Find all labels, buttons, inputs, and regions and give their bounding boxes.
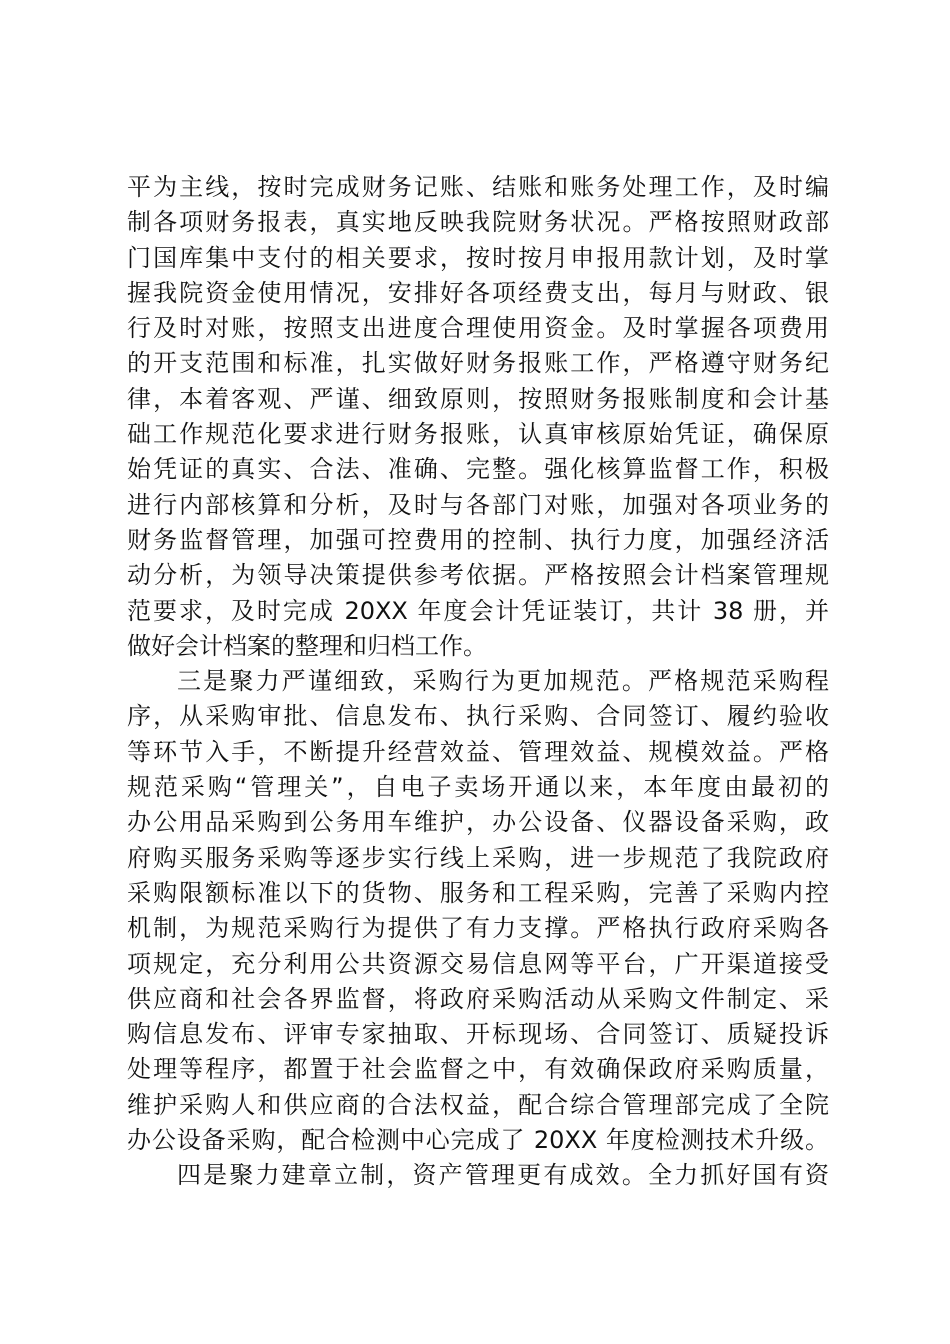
text-line: 项规定，充分利用公共资源交易信息网等平台，广开渠道接受 <box>127 949 829 978</box>
text-line: 握我院资金使用情况，安排好各项经费支出，每月与财政、银 <box>127 278 829 307</box>
text-line: 供应商和社会各界监督，将政府采购活动从采购文件制定、采 <box>127 984 829 1013</box>
text-line: 府购买服务采购等逐步实行线上采购，进一步规范了我院政府 <box>127 843 829 872</box>
text-line: 础工作规范化要求进行财务报账，认真审核原始凭证，确保原 <box>127 420 829 449</box>
text-line: 购信息发布、评审专家抽取、开标现场、合同签订、质疑投诉 <box>127 1020 829 1049</box>
text-line: 门国库集中支付的相关要求，按时按月申报用款计划，及时掌 <box>127 243 829 272</box>
text-line: 始凭证的真实、合法、准确、完整。强化核算监督工作，积极 <box>127 455 829 484</box>
text-line: 序，从采购审批、信息发布、执行采购、合同签订、履约验收 <box>127 702 829 731</box>
text-line: 动分析，为领导决策提供参考依据。严格按照会计档案管理规 <box>127 561 829 590</box>
paragraph-first-line: 四是聚力建章立制，资产管理更有成效。全力抓好国有资 <box>177 1161 829 1190</box>
text-line: 进行内部核算和分析，及时与各部门对账，加强对各项业务的 <box>127 490 829 519</box>
text-line: 维护采购人和供应商的合法权益，配合综合管理部完成了全院 <box>127 1090 829 1119</box>
paragraph-first-line: 三是聚力严谨细致，采购行为更加规范。严格规范采购程 <box>177 667 829 696</box>
text-line: 平为主线，按时完成财务记账、结账和账务处理工作，及时编 <box>127 173 829 201</box>
text-line: 采购限额标准以下的货物、服务和工程采购，完善了采购内控 <box>127 878 829 907</box>
text-line: 制各项财务报表，真实地反映我院财务状况。严格按照财政部 <box>127 208 829 237</box>
text-line: 等环节入手，不断提升经营效益、管理效益、规模效益。严格 <box>127 737 829 766</box>
text-line: 规范采购“管理关”，自电子卖场开通以来，本年度由最初的 <box>127 773 829 802</box>
text-line: 办公用品采购到公务用车维护，办公设备、仪器设备采购，政 <box>127 808 829 837</box>
text-line: 范要求，及时完成 20XX 年度会计凭证装订，共计 38 册，并 <box>127 596 829 625</box>
text-line: 处理等程序，都置于社会监督之中，有效确保政府采购质量， <box>127 1055 829 1084</box>
text-line: 的开支范围和标准，扎实做好财务报账工作，严格遵守财务纪 <box>127 349 829 378</box>
text-line: 办公设备采购，配合检测中心完成了 20XX 年度检测技术升级。 <box>127 1126 829 1155</box>
text-line: 财务监督管理，加强可控费用的控制、执行力度，加强经济活 <box>127 525 829 554</box>
body-text <box>127 170 829 1194</box>
text-line: 律，本着客观、严谨、细致原则，按照财务报账制度和会计基 <box>127 384 829 413</box>
text-line: 行及时对账，按照支出进度合理使用资金。及时掌握各项费用 <box>127 314 829 343</box>
text-line: 做好会计档案的整理和归档工作。 <box>127 631 487 660</box>
text-line: 机制，为规范采购行为提供了有力支撑。严格执行政府采购各 <box>127 914 829 943</box>
